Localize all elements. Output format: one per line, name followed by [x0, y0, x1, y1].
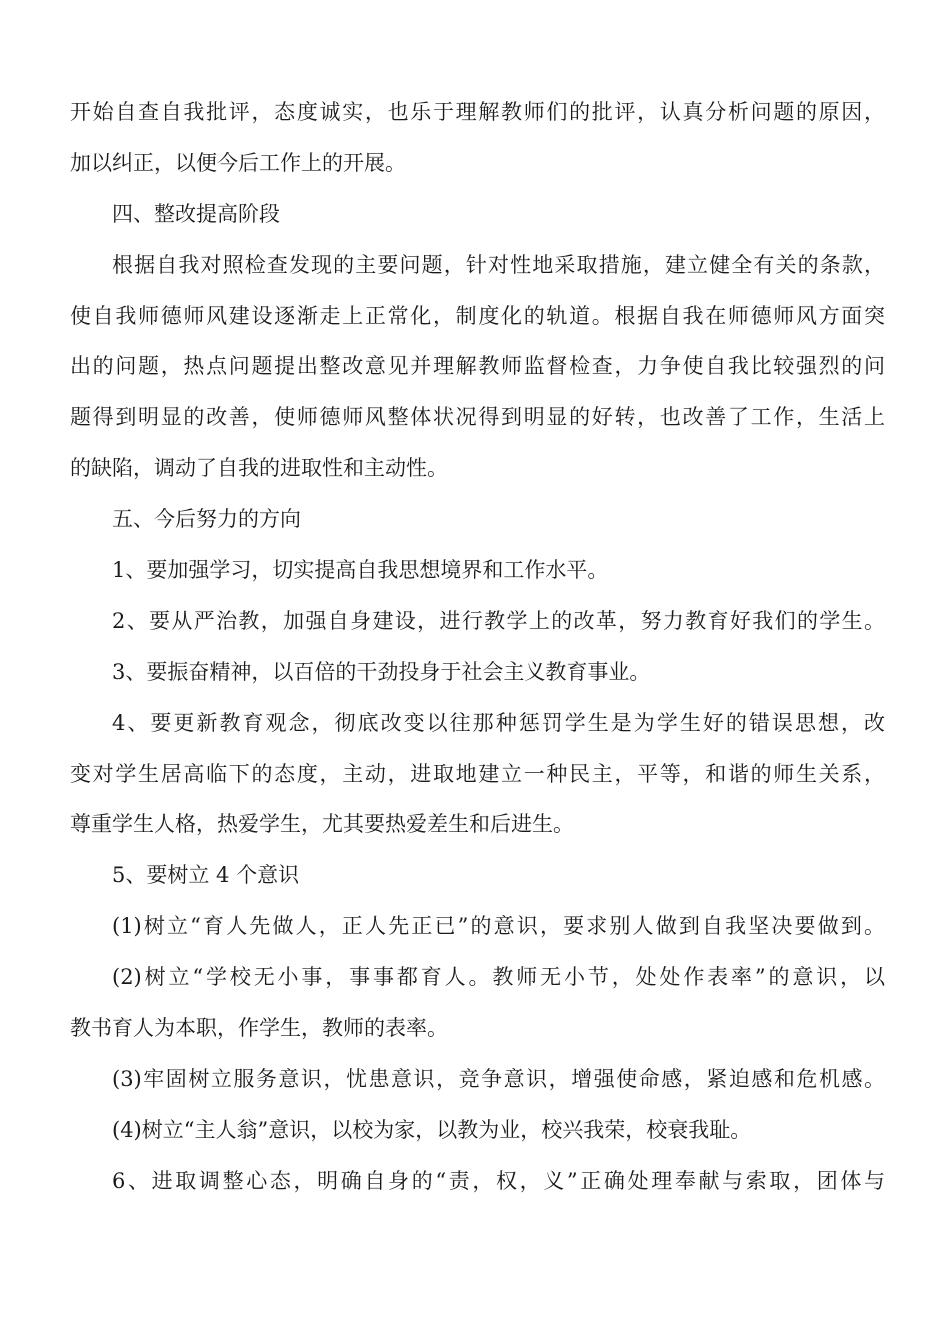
text-line: 加以纠正，以便今后工作上的开展。	[70, 150, 406, 175]
text-line: 开始自查自我批评，态度诚实，也乐于理解教师们的批评，认真分析问题的原因，	[70, 100, 885, 124]
text-line: (1)树立“育人先做人，正人先正已”的意识，要求别人做到自我坚决要做到。	[112, 914, 885, 939]
text-line: 4、要更新教育观念，彻底改变以往那种惩罚学生是为学生好的错误思想，改	[112, 710, 885, 735]
text-line: (2)树立“学校无小事，事事都育人。教师无小节，处处作表率”的意识，以	[112, 965, 885, 990]
text-line: 根据自我对照检查发现的主要问题，针对性地采取措施，建立健全有关的条款，	[112, 252, 885, 277]
text-line: 教书育人为本职，作学生，教师的表率。	[70, 1016, 448, 1041]
text-line: (3)牢固树立服务意识，忧患意识，竞争意识，增强使命感，紧迫感和危机感。	[112, 1066, 885, 1091]
text-line: (4)树立“主人翁”意识，以校为家，以教为业，校兴我荣，校衰我耻。	[112, 1117, 752, 1142]
text-line: 6、进取调整心态，明确自身的“责，权，义”正确处理奉献与索取，团体与	[112, 1168, 885, 1193]
text-line: 变对学生居高临下的态度，主动，进取地建立一种民主，平等，和谐的师生关系，	[70, 761, 885, 786]
text-line: 五、今后努力的方向	[112, 507, 301, 532]
text-line: 2、要从严治教，加强自身建设，进行教学上的改革，努力教育好我们的学生。	[112, 608, 885, 633]
text-line: 3、要振奋精神，以百倍的干劲投身于社会主义教育事业。	[112, 659, 651, 684]
text-line: 1、要加强学习，切实提高自我思想境界和工作水平。	[112, 558, 609, 583]
text-line: 四、整改提高阶段	[112, 201, 280, 226]
text-line: 使自我师德师风建设逐渐走上正常化，制度化的轨道。根据自我在师德师风方面突	[70, 303, 885, 328]
text-line: 5、要树立 4 个意识	[112, 863, 300, 888]
text-line: 出的问题，热点问题提出整改意见并理解教师监督检查，力争使自我比较强烈的问	[70, 354, 885, 379]
text-line: 的缺陷，调动了自我的进取性和主动性。	[70, 456, 448, 481]
document-body	[70, 90, 885, 1210]
text-line: 尊重学生人格，热爱学生，尤其要热爱差生和后进生。	[70, 812, 574, 837]
text-line: 题得到明显的改善，使师德师风整体状况得到明显的好转，也改善了工作，生活上	[70, 405, 885, 430]
